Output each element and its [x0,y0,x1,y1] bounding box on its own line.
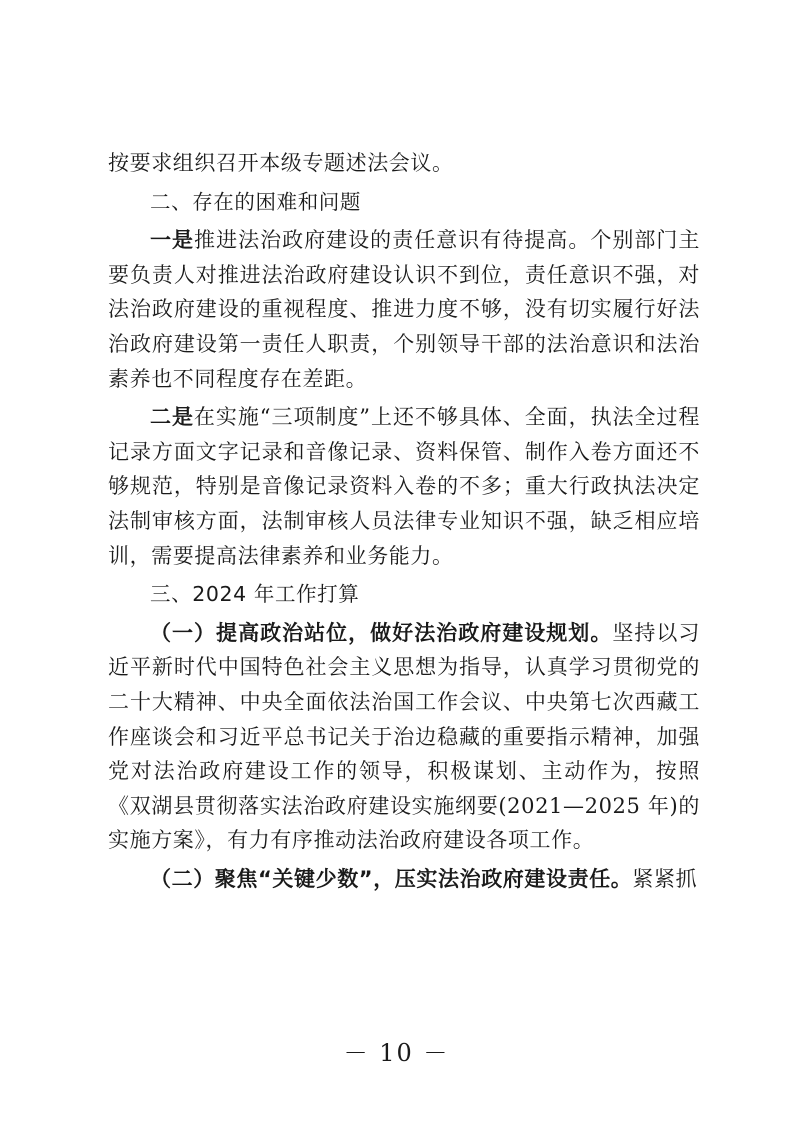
page-number: － 10 － [343,1039,450,1067]
problem-one-lead: 一是 [150,228,195,253]
paragraph-closing-line: 按要求组织召开本级专题述法会议。 [108,151,454,175]
paragraph-problem-two [108,400,700,573]
problem-two-lead: 二是 [150,405,194,430]
problem-one-text: 推进法治政府建设的责任意识有待提高。个别部门主要负责人对推进法治政府建设认识不到位，责任意识不强，对法治政府建设的重视程度、推进力度不够，没有切实履行好法治政府建设第一责任人职责，个别领导干部的法治意识和法治素养也不同程度存在差距。 [108,228,700,391]
paragraph-plan-two [108,862,700,897]
paragraph-problem-one [108,223,700,396]
plan-one-title: （一）提高政治站位，做好法治政府建设规划。 [150,620,613,645]
plan-two-text: 紧紧抓 [632,866,698,891]
paragraph-plan-one [108,616,700,858]
section-heading-plans: 三、2024 年工作打算 [150,582,360,607]
section-heading-problems: 二、存在的困难和问题 [150,189,361,214]
plan-two-title: （二）聚焦“关键少数”，压实法治政府建设责任。 [150,866,633,891]
plan-one-text: 坚持以习近平新时代中国特色社会主义思想为指导，认真学习贯彻党的二十大精神、中央全面依法治国工作会议、中央第七次西藏工作座谈会和习近平总书记关于治边稳藏的重要指示精神，加强党对法治政府建设工作的领导，积极谋划、主动作为，按照《双湖县贯彻落实法治政府建设实施纲要(2021—2025 年)的实施方案》，有力有序推动法治政府建设各项工作。 [108,620,700,853]
problem-two-text: 在实施“三项制度”上还不够具体、全面，执法全过程记录方面文字记录和音像记录、资料保管、制作入卷方面还不够规范，特别是音像记录资料入卷的不多；重大行政执法决定法制审核方面，法制审核人员法律专业知识不强，缺乏相应培训，需要提高法律素养和业务能力。 [108,405,700,568]
document-body [108,146,700,896]
